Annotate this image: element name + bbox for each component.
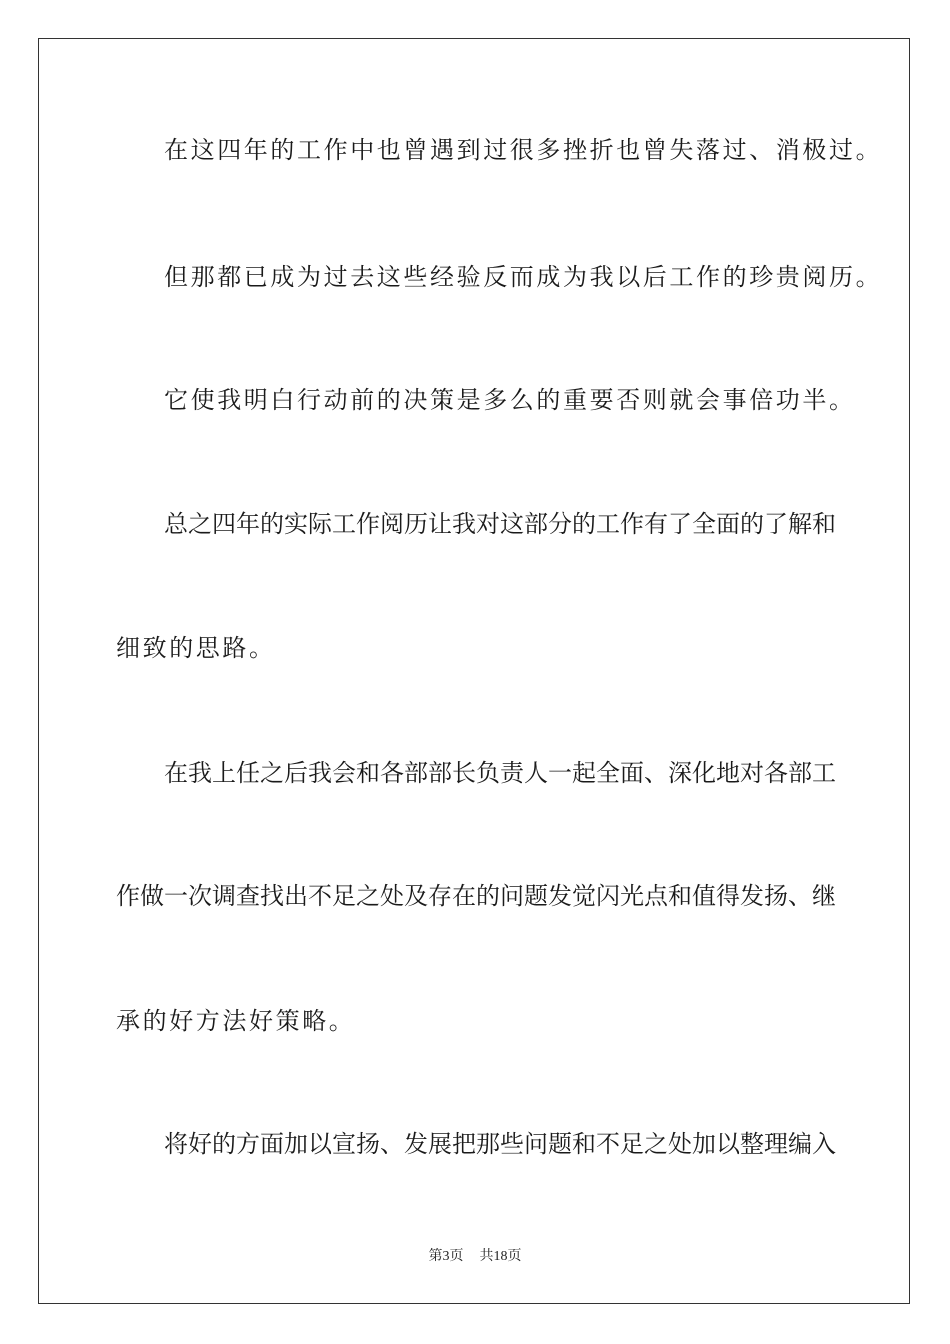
page-number: 第3页 — [428, 1249, 464, 1264]
page-footer — [0, 1245, 950, 1265]
paragraph-line: 总之四年的实际工作阅历让我对这部分的工作有了全面的了解和 — [164, 510, 836, 538]
paragraph-line: 细致的思路。 — [116, 634, 276, 662]
paragraph-line: 但那都已成为过去这些经验反而成为我以后工作的珍贵阅历。 — [164, 263, 883, 291]
paragraph-line: 在我上任之后我会和各部部长负责人一起全面、深化地对各部工 — [164, 759, 836, 787]
paragraph-line: 它使我明白行动前的决策是多么的重要否则就会事倍功半。 — [164, 386, 856, 414]
paragraph-line: 承的好方法好策略。 — [116, 1007, 356, 1035]
page-total: 共18页 — [479, 1249, 522, 1264]
paragraph-line: 作做一次调查找出不足之处及存在的问题发觉闪光点和值得发扬、继 — [116, 882, 836, 910]
paragraph-line: 将好的方面加以宣扬、发展把那些问题和不足之处加以整理编入 — [164, 1130, 836, 1158]
paragraph-line: 在这四年的工作中也曾遇到过很多挫折也曾失落过、消极过。 — [164, 136, 883, 164]
page-border — [38, 38, 910, 1304]
